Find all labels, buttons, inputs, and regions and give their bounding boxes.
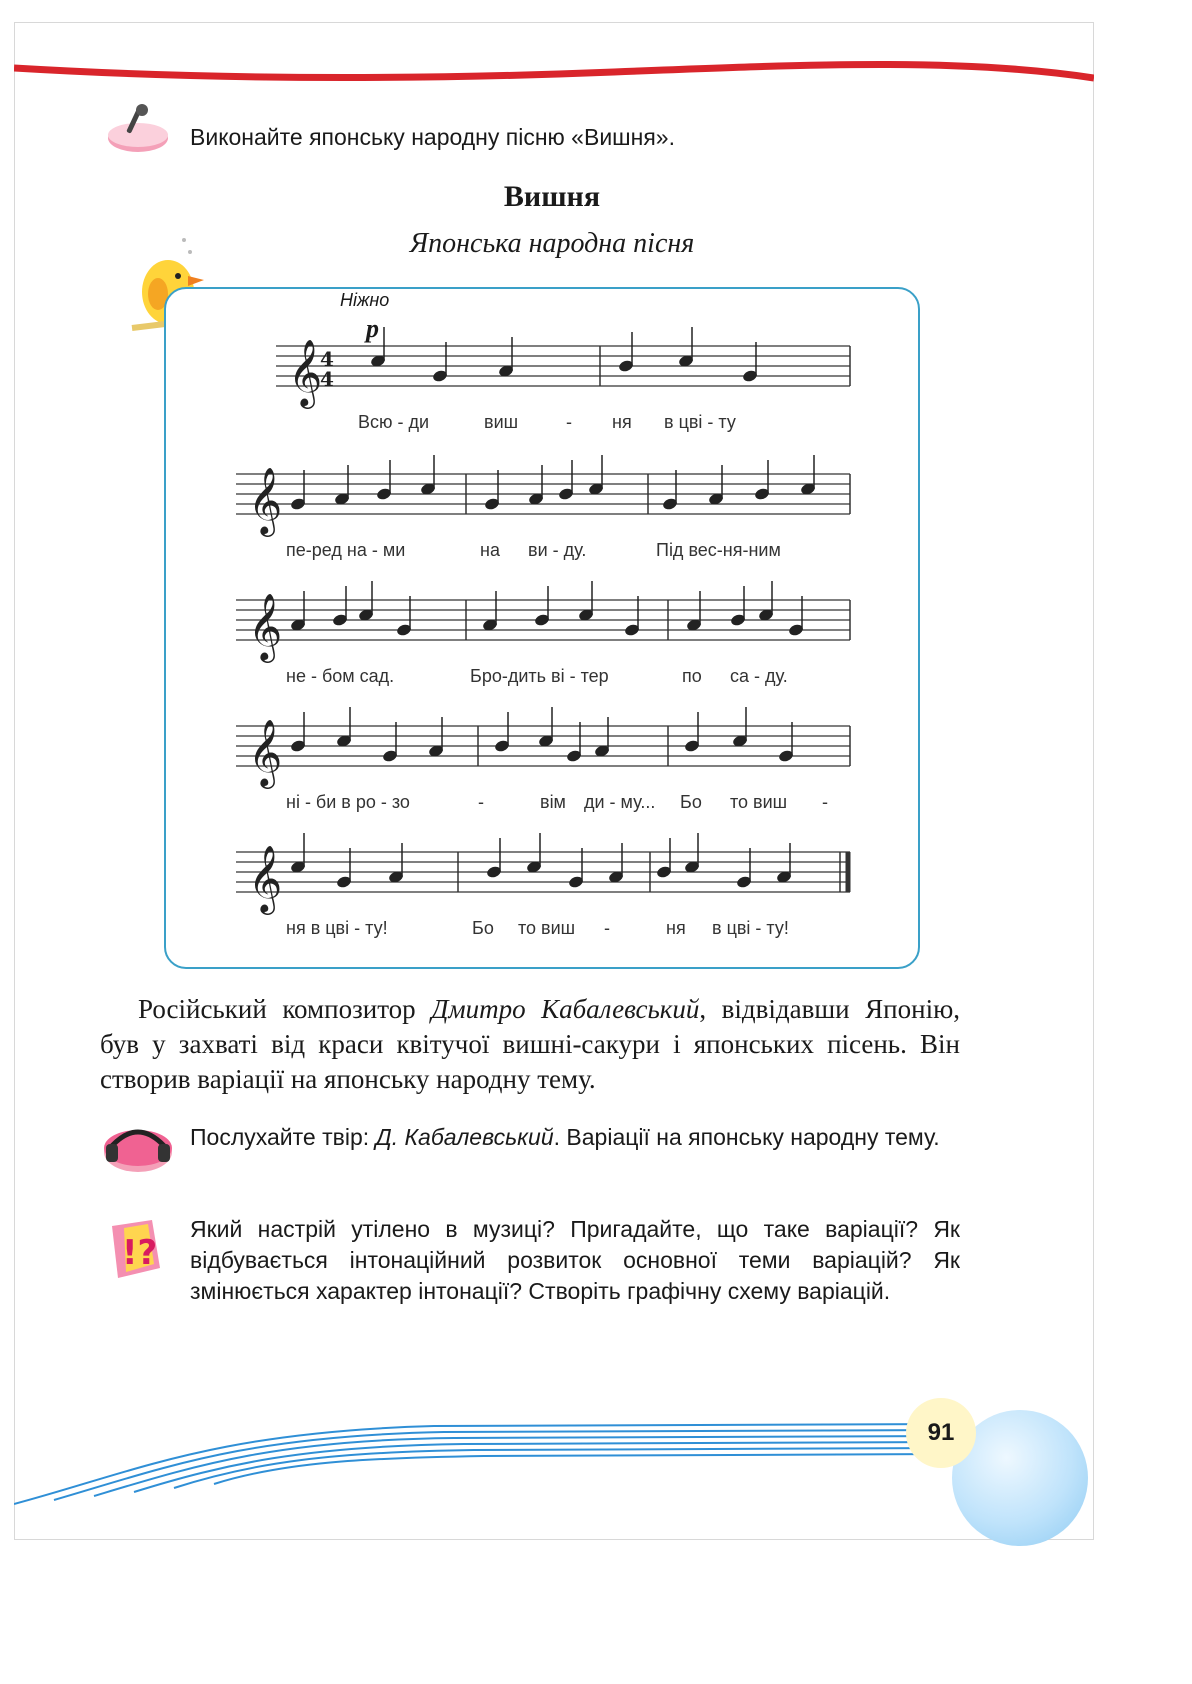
lyric-syllable: са - ду. [730, 666, 788, 686]
time-signature-bottom: 4 [320, 367, 334, 391]
treble-clef-icon: 𝄞 [248, 718, 283, 786]
lyric-syllable: ні - би в ро - зо [286, 792, 410, 812]
page-number: 91 [906, 1398, 976, 1468]
lyric-syllable: - [822, 792, 828, 812]
task-listen-prefix: Послухайте твір: [190, 1124, 376, 1150]
lyric-syllable: то виш [518, 918, 576, 938]
tempo-marking: Ніжно [340, 290, 390, 310]
task-listen-composer: Д. Кабалевський [375, 1124, 554, 1150]
treble-clef-icon: 𝄞 [248, 844, 283, 912]
lyric-syllable: ня [666, 918, 686, 938]
lyric-syllable: виш [484, 412, 519, 432]
paragraph-text-start: Російський композитор [138, 994, 432, 1024]
task-question-text: Який настрій утілено в музиці? Пригадайте, що таке варіації? Як відбувається інтонаційний розвиток основної теми варіацій? Як змінюється характер інтонації? Створіть графічну схему варіацій. [190, 1216, 960, 1304]
lyric-syllable: не - бом сад. [286, 666, 395, 686]
lyric-syllable: Бо [680, 792, 702, 812]
lyric-syllable: ня в цві - ту! [286, 918, 388, 938]
task-listen-suffix: . Варіації на японську народну тему. [553, 1124, 940, 1150]
lyric-syllable: вім [540, 792, 566, 812]
treble-clef-icon: 𝄞 [248, 466, 283, 534]
composer-name: Дмитро Кабалевський [431, 994, 700, 1024]
treble-clef-icon: 𝄞 [248, 592, 283, 660]
question-icon [104, 1216, 164, 1286]
treble-clef-icon: 𝄞 [288, 338, 323, 406]
lyric-syllable: то виш [730, 792, 788, 812]
lyric-syllable: Бо [472, 918, 494, 938]
composer-paragraph [100, 992, 960, 1097]
task-listen-text [190, 1122, 960, 1153]
lyric-syllable: ня [612, 412, 632, 432]
lyric-syllable: пе-ред на - ми [286, 540, 406, 560]
headphones-icon [100, 1118, 178, 1180]
time-signature-top: 4 [320, 347, 334, 371]
lyric-syllable: по [682, 666, 702, 686]
lyric-syllable: на [480, 540, 500, 560]
song-title: Вишня [503, 180, 601, 213]
lyric-syllable: в цві - ту! [712, 918, 789, 938]
lyric-syllable: - [478, 792, 484, 812]
lyric-syllable: - [604, 918, 610, 938]
lyric-syllable: Бро-дить ві - тер [470, 666, 609, 686]
lyric-syllable: - [566, 412, 572, 432]
bottom-wave-lines [14, 1412, 954, 1512]
paragraph-text-end: , відвідавши Японію, був у захваті від краси квітучої вишні-сакури і японських пісень. Він створив варіації на японську народну тему. [100, 994, 961, 1094]
svg-text:!?: !? [122, 1233, 158, 1273]
lyric-syllable: Під вес-ня-ним [656, 540, 781, 560]
song-subtitle: Японська народна пісня [409, 228, 695, 259]
dynamic-marking: p [366, 314, 379, 343]
task-perform-text: Виконайте японську народну пісню «Вишня». [190, 124, 675, 150]
lyric-syllable: в цві - ту [664, 412, 736, 432]
lyric-syllable: Всю - ди [358, 412, 430, 432]
lyric-syllable: ви - ду. [528, 540, 587, 560]
lyric-syllable: ди - му... [584, 792, 656, 812]
